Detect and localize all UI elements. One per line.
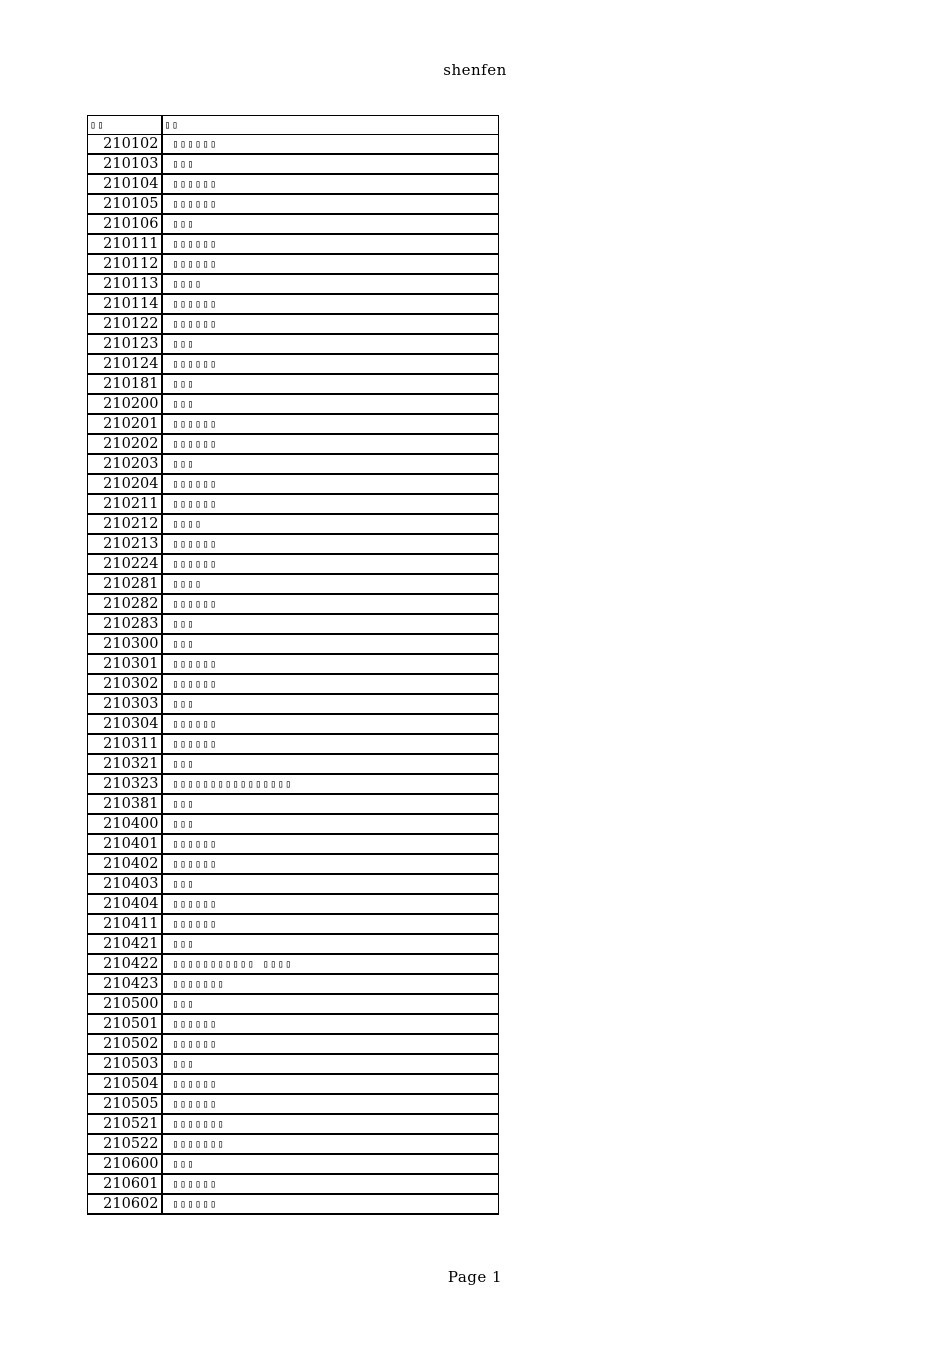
- row-code-cell: 210422: [88, 954, 162, 974]
- row-name-cell: ▯▯▯▯▯▯: [162, 294, 499, 314]
- row-code-cell: 210311: [88, 734, 162, 754]
- row-name-cell: ▯▯▯: [162, 994, 499, 1014]
- row-name-cell: ▯▯▯: [162, 394, 499, 414]
- table-row: [88, 814, 499, 834]
- table-row: [88, 1054, 499, 1074]
- table-body: [88, 135, 499, 1215]
- row-code-cell: 210102: [88, 135, 162, 155]
- table-row: [88, 854, 499, 874]
- row-code-cell: 210302: [88, 674, 162, 694]
- row-code-cell: 210181: [88, 374, 162, 394]
- row-code-cell: 210212: [88, 514, 162, 534]
- table-row: [88, 754, 499, 774]
- table-row: [88, 934, 499, 954]
- row-name-cell: ▯▯▯▯▯▯: [162, 494, 499, 514]
- table-header-row: [88, 116, 499, 135]
- row-code-cell: 210500: [88, 994, 162, 1014]
- row-name-cell: ▯▯▯: [162, 794, 499, 814]
- column-header-name: ▯▯: [162, 116, 499, 135]
- row-name-cell: ▯▯▯: [162, 334, 499, 354]
- table-row: [88, 994, 499, 1014]
- row-name-cell: ▯▯▯▯▯▯: [162, 474, 499, 494]
- row-code-cell: 210204: [88, 474, 162, 494]
- row-name-cell: ▯▯▯▯▯▯: [162, 1174, 499, 1194]
- row-code-cell: 210304: [88, 714, 162, 734]
- table-row: [88, 1034, 499, 1054]
- table-row: [88, 1074, 499, 1094]
- row-name-cell: ▯▯▯▯▯▯: [162, 834, 499, 854]
- row-name-cell: ▯▯▯▯▯▯▯▯▯▯▯ ▯▯▯▯: [162, 954, 499, 974]
- row-code-cell: 210300: [88, 634, 162, 654]
- table-row: [88, 774, 499, 794]
- row-name-cell: ▯▯▯▯▯▯: [162, 174, 499, 194]
- table-row: [88, 654, 499, 674]
- row-code-cell: 210111: [88, 234, 162, 254]
- table-row: [88, 834, 499, 854]
- table-row: [88, 734, 499, 754]
- row-name-cell: ▯▯▯▯▯▯: [162, 534, 499, 554]
- row-code-cell: 210423: [88, 974, 162, 994]
- row-name-cell: ▯▯▯▯▯▯: [162, 914, 499, 934]
- row-code-cell: 210503: [88, 1054, 162, 1074]
- row-code-cell: 210281: [88, 574, 162, 594]
- row-code-cell: 210502: [88, 1034, 162, 1054]
- table-row: [88, 694, 499, 714]
- row-code-cell: 210200: [88, 394, 162, 414]
- table-row: [88, 294, 499, 314]
- row-code-cell: 210106: [88, 214, 162, 234]
- row-code-cell: 210103: [88, 154, 162, 174]
- row-code-cell: 210203: [88, 454, 162, 474]
- row-name-cell: ▯▯▯: [162, 694, 499, 714]
- table-row: [88, 1134, 499, 1154]
- table-row: [88, 634, 499, 654]
- row-code-cell: 210401: [88, 834, 162, 854]
- row-code-cell: 210411: [88, 914, 162, 934]
- row-code-cell: 210381: [88, 794, 162, 814]
- row-name-cell: ▯▯▯▯: [162, 574, 499, 594]
- row-code-cell: 210522: [88, 1134, 162, 1154]
- row-name-cell: ▯▯▯▯▯▯: [162, 234, 499, 254]
- row-name-cell: ▯▯▯▯▯▯: [162, 714, 499, 734]
- row-name-cell: ▯▯▯▯▯▯: [162, 254, 499, 274]
- page-number: Page 1: [447, 1268, 503, 1286]
- row-name-cell: ▯▯▯▯▯▯▯▯▯▯▯▯▯▯▯▯: [162, 774, 499, 794]
- table-row: [88, 214, 499, 234]
- table-row: [88, 674, 499, 694]
- row-name-cell: ▯▯▯▯▯▯: [162, 894, 499, 914]
- table-row: [88, 714, 499, 734]
- row-code-cell: 210421: [88, 934, 162, 954]
- table-row: [88, 594, 499, 614]
- row-name-cell: ▯▯▯: [162, 634, 499, 654]
- row-name-cell: ▯▯▯: [162, 374, 499, 394]
- row-code-cell: 210201: [88, 414, 162, 434]
- row-code-cell: 210303: [88, 694, 162, 714]
- row-name-cell: ▯▯▯▯▯▯: [162, 354, 499, 374]
- row-name-cell: ▯▯▯▯▯▯: [162, 654, 499, 674]
- row-name-cell: ▯▯▯: [162, 1054, 499, 1074]
- table-row: [88, 234, 499, 254]
- table-row: [88, 1194, 499, 1214]
- row-name-cell: ▯▯▯▯▯▯: [162, 594, 499, 614]
- row-code-cell: 210283: [88, 614, 162, 634]
- table-row: [88, 414, 499, 434]
- table-row: [88, 494, 499, 514]
- row-name-cell: ▯▯▯▯▯▯: [162, 1094, 499, 1114]
- row-name-cell: ▯▯▯▯▯▯▯: [162, 1114, 499, 1134]
- table-row: [88, 194, 499, 214]
- table-row: [88, 974, 499, 994]
- table-row: [88, 354, 499, 374]
- row-code-cell: 210122: [88, 314, 162, 334]
- row-name-cell: ▯▯▯: [162, 754, 499, 774]
- table-row: [88, 334, 499, 354]
- row-code-cell: 210202: [88, 434, 162, 454]
- table-row: [88, 135, 499, 155]
- table-row: [88, 254, 499, 274]
- row-name-cell: ▯▯▯▯▯▯: [162, 674, 499, 694]
- row-name-cell: ▯▯▯▯: [162, 514, 499, 534]
- row-code-cell: 210600: [88, 1154, 162, 1174]
- table-row: [88, 894, 499, 914]
- row-code-cell: 210104: [88, 174, 162, 194]
- row-name-cell: ▯▯▯▯▯▯: [162, 554, 499, 574]
- row-name-cell: ▯▯▯▯▯▯: [162, 1074, 499, 1094]
- row-code-cell: 210501: [88, 1014, 162, 1034]
- row-name-cell: ▯▯▯: [162, 934, 499, 954]
- row-name-cell: ▯▯▯▯▯▯: [162, 1034, 499, 1054]
- row-code-cell: 210113: [88, 274, 162, 294]
- row-name-cell: ▯▯▯▯▯▯▯: [162, 974, 499, 994]
- table-row: [88, 394, 499, 414]
- table-row: [88, 1014, 499, 1034]
- row-code-cell: 210114: [88, 294, 162, 314]
- table-row: [88, 574, 499, 594]
- row-name-cell: ▯▯▯: [162, 874, 499, 894]
- row-name-cell: ▯▯▯▯▯▯: [162, 194, 499, 214]
- table-row: [88, 514, 499, 534]
- row-code-cell: 210123: [88, 334, 162, 354]
- row-code-cell: 210213: [88, 534, 162, 554]
- row-name-cell: ▯▯▯: [162, 614, 499, 634]
- row-name-cell: ▯▯▯▯▯▯: [162, 734, 499, 754]
- row-name-cell: ▯▯▯: [162, 454, 499, 474]
- table-row: [88, 534, 499, 554]
- row-code-cell: 210402: [88, 854, 162, 874]
- row-name-cell: ▯▯▯▯▯▯: [162, 434, 499, 454]
- row-code-cell: 210211: [88, 494, 162, 514]
- table-row: [88, 174, 499, 194]
- row-code-cell: 210105: [88, 194, 162, 214]
- table-row: [88, 554, 499, 574]
- table-row: [88, 434, 499, 454]
- row-code-cell: 210224: [88, 554, 162, 574]
- table-row: [88, 1114, 499, 1134]
- row-code-cell: 210282: [88, 594, 162, 614]
- row-name-cell: ▯▯▯▯▯▯: [162, 1194, 499, 1214]
- table-row: [88, 1174, 499, 1194]
- row-name-cell: ▯▯▯▯▯▯: [162, 414, 499, 434]
- table-row: [88, 374, 499, 394]
- row-code-cell: 210404: [88, 894, 162, 914]
- row-name-cell: ▯▯▯: [162, 814, 499, 834]
- row-name-cell: ▯▯▯: [162, 154, 499, 174]
- table-row: [88, 274, 499, 294]
- row-code-cell: 210521: [88, 1114, 162, 1134]
- row-name-cell: ▯▯▯▯: [162, 274, 499, 294]
- table-row: [88, 154, 499, 174]
- row-code-cell: 210505: [88, 1094, 162, 1114]
- row-code-cell: 210124: [88, 354, 162, 374]
- row-code-cell: 210112: [88, 254, 162, 274]
- table-row: [88, 454, 499, 474]
- row-name-cell: ▯▯▯▯▯▯: [162, 854, 499, 874]
- row-name-cell: ▯▯▯▯▯▯▯: [162, 1134, 499, 1154]
- row-code-cell: 210400: [88, 814, 162, 834]
- row-code-cell: 210321: [88, 754, 162, 774]
- table-row: [88, 914, 499, 934]
- table-row: [88, 1154, 499, 1174]
- row-name-cell: ▯▯▯▯▯▯: [162, 135, 499, 155]
- table-row: [88, 314, 499, 334]
- row-name-cell: ▯▯▯▯▯▯: [162, 314, 499, 334]
- code-name-table: [87, 115, 499, 1215]
- table-row: [88, 614, 499, 634]
- table-row: [88, 474, 499, 494]
- table-row: [88, 1094, 499, 1114]
- table-row: [88, 874, 499, 894]
- row-name-cell: ▯▯▯▯▯▯: [162, 1014, 499, 1034]
- table-row: [88, 794, 499, 814]
- row-code-cell: 210403: [88, 874, 162, 894]
- column-header-code: ▯▯: [88, 116, 162, 135]
- row-code-cell: 210323: [88, 774, 162, 794]
- row-code-cell: 210601: [88, 1174, 162, 1194]
- sheet-title: shenfen: [443, 61, 507, 79]
- row-name-cell: ▯▯▯: [162, 214, 499, 234]
- row-code-cell: 210504: [88, 1074, 162, 1094]
- table-row: [88, 954, 499, 974]
- row-name-cell: ▯▯▯: [162, 1154, 499, 1174]
- row-code-cell: 210602: [88, 1194, 162, 1214]
- row-code-cell: 210301: [88, 654, 162, 674]
